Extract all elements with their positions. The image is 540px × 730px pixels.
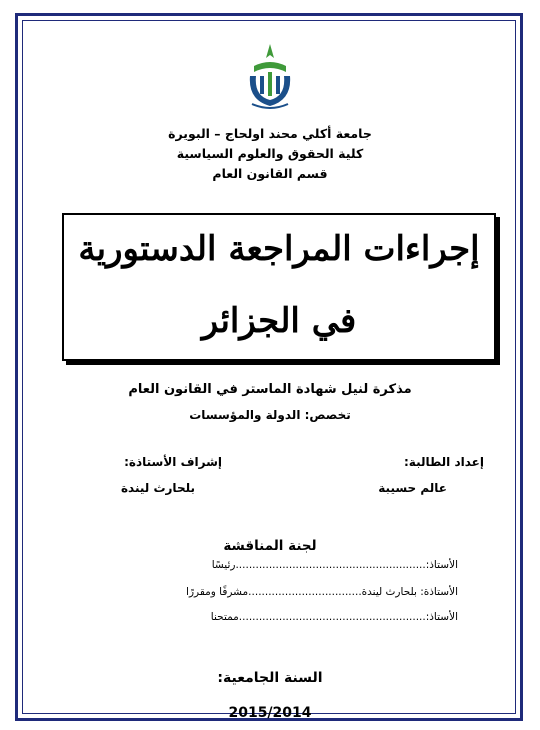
jury-row-examiner: الأستاذ:........................................................ممتحنا [210, 611, 458, 623]
faculty-name: كلية الحقوق والعلوم السياسية [176, 146, 364, 161]
supervisor-name: بلحارث ليندة [120, 481, 195, 495]
academic-year-value: 2015/2014 [228, 705, 312, 721]
academic-year-label: السنة الجامعية: [217, 670, 323, 686]
student-name: عالم حسيبة [378, 481, 447, 495]
degree-statement: مذكرة لنيل شهادة الماستر في القانون العام [128, 382, 412, 397]
thesis-title-line2: في الجزائر [201, 301, 357, 341]
page-border-inner [22, 20, 516, 714]
jury-title: لجنة المناقشة [223, 538, 317, 554]
university-name: جامعة أكلي محند اولحاج – البويرة [168, 126, 372, 141]
specialty: تخصص: الدولة والمؤسسات [189, 408, 351, 422]
department-name: قسم القانون العام [212, 166, 328, 181]
jury-row-president: الأستاذ:.........................................................رئيسًا [211, 559, 458, 571]
thesis-title-line1: إجراءات المراجعة الدستورية [78, 229, 480, 269]
prepared-by-label: إعداد الطالبة: [404, 455, 484, 469]
supervised-by-label: إشراف الأستاذة: [124, 455, 222, 469]
title-box [62, 213, 496, 361]
university-logo-icon [240, 42, 300, 110]
jury-row-supervisor: الأستاذة: بلحارث ليندة..................................مشرفًا ومقررًا [186, 586, 458, 598]
